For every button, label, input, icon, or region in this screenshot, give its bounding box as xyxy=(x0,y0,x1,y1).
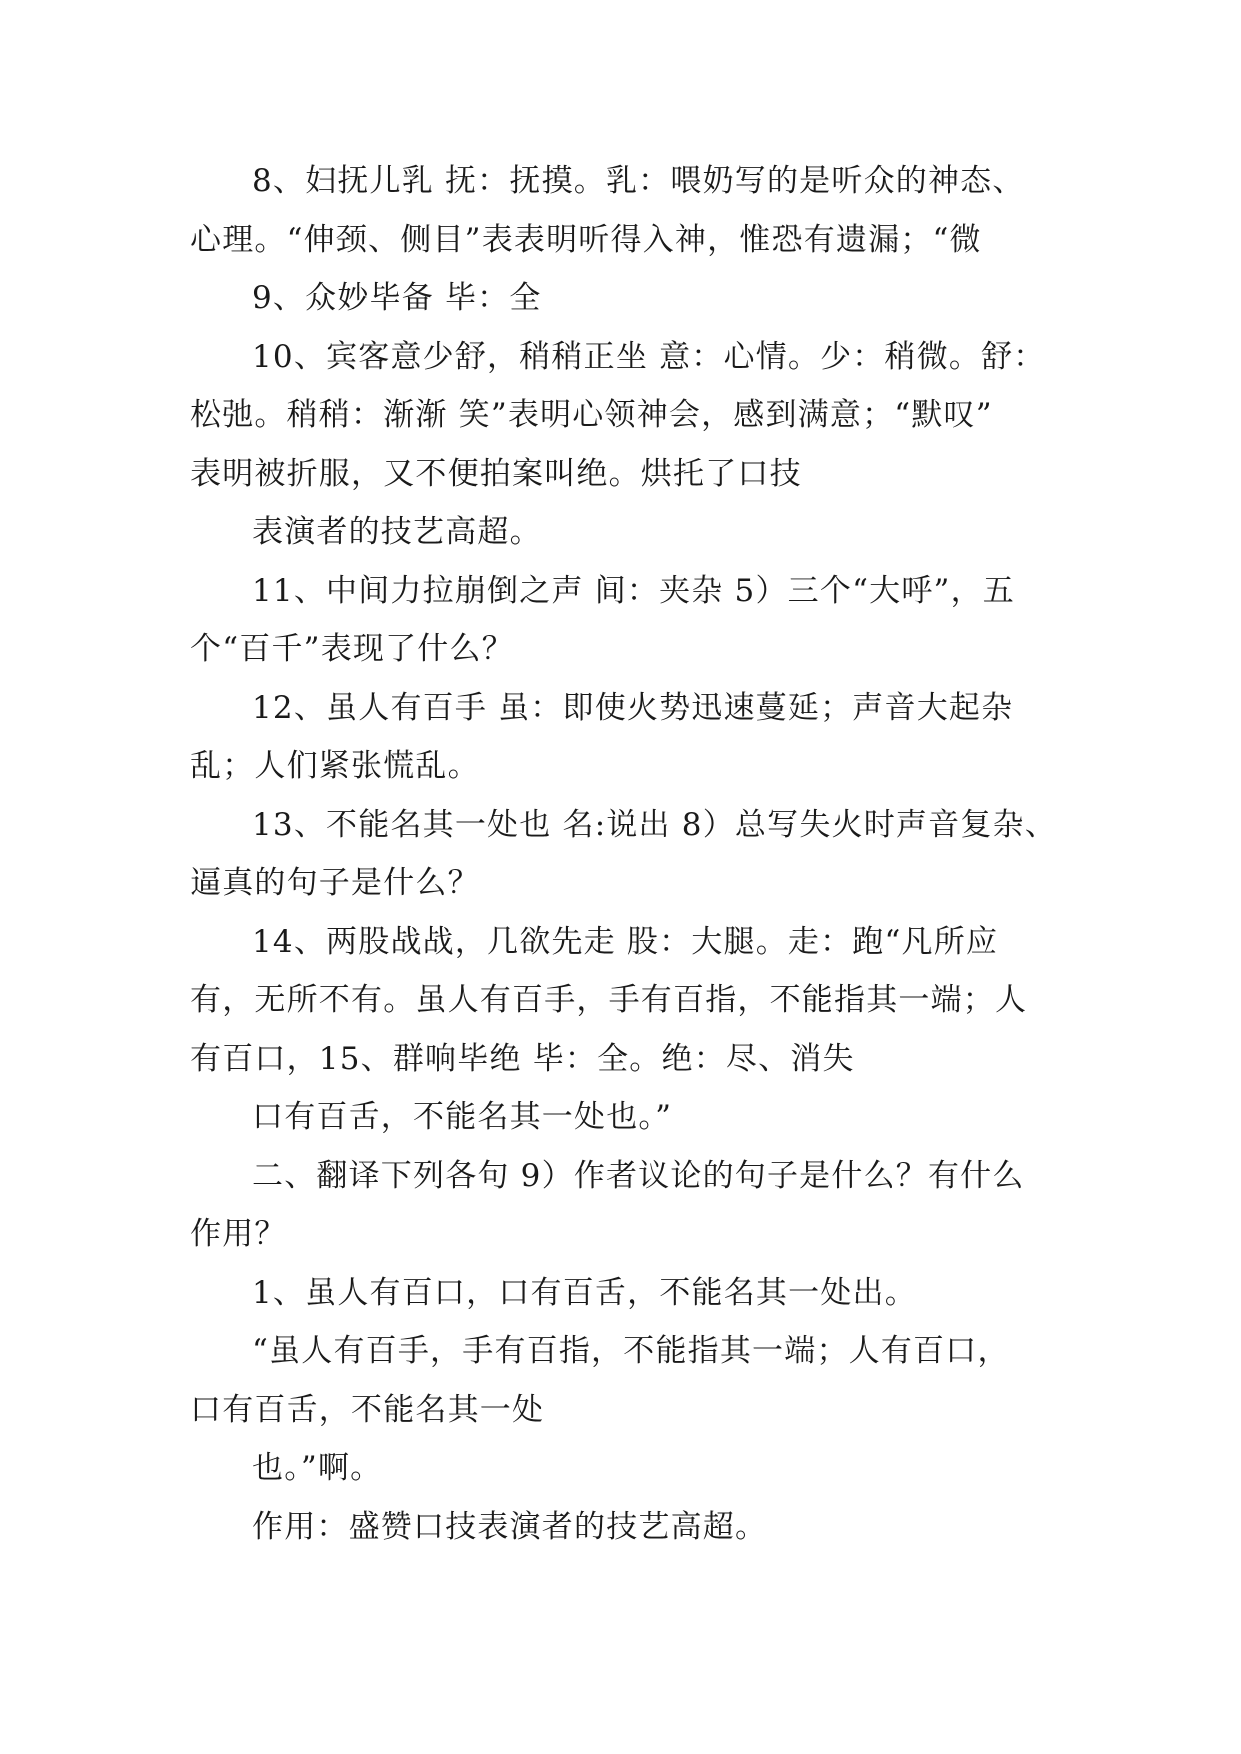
paragraph-continuation xyxy=(190,1088,1050,1147)
text-line: 13、不能名其一处也 名:说出 8）总写失火时声音复杂、 xyxy=(252,806,1057,843)
text-line: “虽人有百手，手有百指，不能指其一端；人有百口， xyxy=(252,1333,1010,1369)
text-line: 12、虽人有百手 虽：即使火势迅速蔓延；声音大起杂 xyxy=(252,689,1014,726)
text-line: 14、两股战战，几欲先走 股：大腿。走：跑“凡所应 xyxy=(252,923,999,960)
paragraph-8 xyxy=(190,152,1050,269)
text-line: 乱；人们紧张慌乱。 xyxy=(190,748,480,784)
paragraph-9 xyxy=(190,269,1050,328)
text-line: 口有百舌，不能名其一处 xyxy=(190,1391,545,1428)
text-line: 有，无所不有。虽人有百手，手有百指，不能指其一端；人 xyxy=(190,982,1028,1018)
text-line: 个“百千”表现了什么？ xyxy=(190,631,514,667)
paragraph-continuation xyxy=(190,1439,1050,1498)
text-line: 松弛。稍稍：渐渐 笑”表明心领神会，感到满意；“默叹” xyxy=(190,397,993,433)
text-line: 心理。“伸颈、侧目”表表明听得入神，惟恐有遗漏；“微 xyxy=(190,221,982,258)
text-line: 表演者的技艺高超。 xyxy=(252,514,542,550)
text-line: 有百口，15、群响毕绝 毕：全。绝：尽、消失 xyxy=(190,1040,855,1077)
text-line: 1、虽人有百口，口有百舌，不能名其一处出。 xyxy=(252,1274,917,1311)
text-line: 11、中间力拉崩倒之声 间：夹杂 5）三个“大呼”，五 xyxy=(252,572,1015,609)
text-line: 二、翻译下列各句 9）作者议论的句子是什么？有什么 xyxy=(252,1157,1025,1194)
function-paragraph xyxy=(190,1498,1050,1557)
text-line: 作用：盛赞口技表演者的技艺高超。 xyxy=(252,1508,768,1545)
text-line: 口有百舌，不能名其一处也。” xyxy=(252,1099,673,1135)
quote-paragraph xyxy=(190,1322,1050,1439)
text-line: 表明被折服，又不便拍案叫绝。烘托了口技 xyxy=(190,455,802,492)
paragraph-12 xyxy=(190,679,1050,796)
text-line: 逼真的句子是什么？ xyxy=(190,865,480,901)
text-line: 也。”啊。 xyxy=(252,1450,383,1486)
paragraph-13 xyxy=(190,796,1057,913)
text-line: 10、宾客意少舒，稍稍正坐 意：心情。少：稍微。舒： xyxy=(252,338,1046,375)
section-heading-translate xyxy=(190,1147,1050,1264)
paragraph-14 xyxy=(190,913,1050,1089)
paragraph-11 xyxy=(190,562,1050,679)
text-line: 9、众妙毕备 毕：全 xyxy=(252,280,542,316)
document-body xyxy=(190,152,1057,1556)
text-line: 作用？ xyxy=(190,1216,287,1252)
text-line: 8、妇抚儿乳 抚：抚摸。乳：喂奶写的是听众的神态、 xyxy=(252,163,1025,199)
paragraph-10 xyxy=(190,328,1050,504)
translate-item-1 xyxy=(190,1264,1050,1323)
paragraph-continuation xyxy=(190,503,1050,562)
